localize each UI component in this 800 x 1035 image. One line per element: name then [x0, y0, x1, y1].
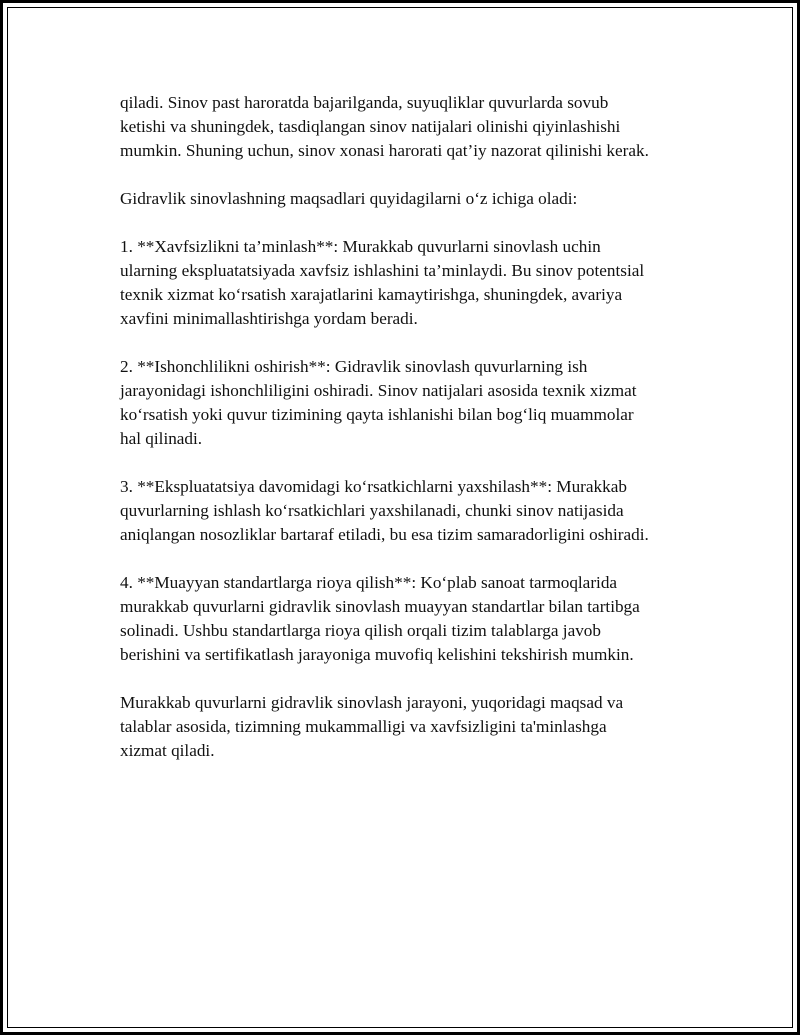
paragraph-goals-heading: Gidravlik sinovlashning maqsadlari quyidagilarni o‘z ichiga oladi: — [120, 189, 578, 208]
paragraph-goal-4: 4. **Muayyan standartlarga rioya qilish**: Ko‘plab sanoat tarmoqlarida murakkab quvurlarni gidravlik sinovlash muayyan standartlar bilan tartibga solinadi. Ushbu standartlarga rioya qilish orqali tizim talablarga javob berishini va sertifikatlash jarayoniga muvofiq kelishini tekshirish mumkin. — [120, 573, 640, 664]
document-body — [120, 91, 695, 787]
paragraph-goal-1: 1. **Xavfsizlikni ta’minlash**: Murakkab quvurlarni sinovlash uchin ularning ekspluatatsiyada xavfsiz ishlashini ta’minlaydi. Bu sinov potentsial texnik xizmat ko‘rsatish xarajatlarini kamaytirishga, shuningdek, avariya xavfini minimallashtirishga yordam beradi. — [120, 237, 645, 328]
paragraph-conclusion: Murakkab quvurlarni gidravlik sinovlash jarayoni, yuqoridagi maqsad va talablar asosida, tizimning mukammalligi va xavfsizligini ta'minlashga xizmat qiladi. — [120, 693, 624, 760]
paragraph-intro-continuation: qiladi. Sinov past haroratda bajarilganda, suyuqliklar quvurlarda sovub ketishi va shuningdek, tasdiqlangan sinov natijalari olinishi qiyinlashishi mumkin. Shuning uchun, sinov xonasi harorati qat’iy nazorat qilinishi kerak. — [120, 93, 649, 160]
paragraph-goal-2: 2. **Ishonchlilikni oshirish**: Gidravlik sinovlash quvurlarning ish jarayonidagi ishonchliligini oshiradi. Sinov natijalari asosida texnik xizmat ko‘rsatish yoki quvur tizimining qayta ishlanishi bilan bog‘liq muammolar hal qilinadi. — [120, 357, 637, 448]
paragraph-goal-3: 3. **Ekspluatatsiya davomidagi ko‘rsatkichlarni yaxshilash**: Murakkab quvurlarning ishlash ko‘rsatkichlari yaxshilanadi, chunki sinov natijasida aniqlangan nosozliklar bartaraf etiladi, bu esa tizim samaradorligini oshiradi. — [120, 477, 649, 544]
